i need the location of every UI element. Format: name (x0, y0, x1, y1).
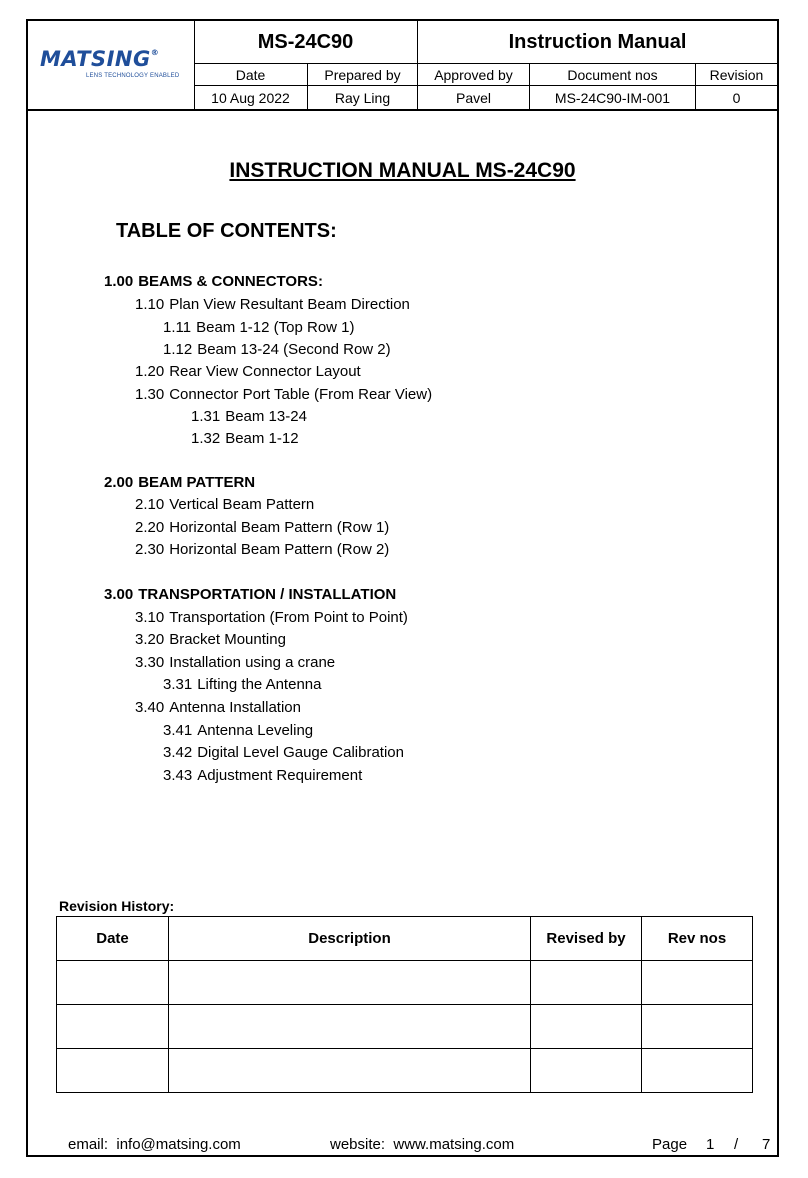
footer-website (330, 1136, 514, 1153)
email-address: info@matsing.com (116, 1136, 241, 1153)
value-revision: 0 (732, 89, 741, 106)
table-cell (642, 1005, 753, 1049)
label-approved-by: Approved by (418, 64, 530, 86)
column-header-date: Date (57, 917, 169, 961)
matsing-logo: MATSING® LENS TECHNOLOGY ENABLED (40, 47, 180, 79)
label-revision: Revision (696, 64, 777, 86)
website-label: website: (330, 1136, 386, 1153)
table-cell (57, 961, 169, 1005)
footer-page-total: 7 (762, 1136, 771, 1153)
revision-history-label: Revision History: (59, 898, 175, 914)
table-header-row (57, 917, 753, 961)
table-cell (169, 1005, 531, 1049)
website-url: www.matsing.com (393, 1136, 515, 1153)
value-date: 10 Aug 2022 (194, 86, 308, 109)
column-header-description: Description (169, 917, 531, 961)
toc-entry: 1.30 Connector Port Table (From Rear View) (135, 386, 433, 403)
logo-cell (28, 21, 195, 109)
table-cell (57, 1049, 169, 1093)
toc-heading: TABLE OF CONTENTS: (116, 220, 337, 242)
table-cell (169, 961, 531, 1005)
label-date: Date (194, 64, 308, 86)
toc-entry: 3.10 Transportation (From Point to Point) (135, 609, 408, 626)
logo-wordmark: MATSING (40, 47, 151, 71)
revision-history-table (56, 916, 753, 1093)
value-document-nos: MS-24C90-IM-001 (530, 86, 696, 109)
value-prepared-by: Ray Ling (308, 86, 418, 109)
toc-entry: 2.20 Horizontal Beam Pattern (Row 1) (135, 519, 390, 536)
column-header-revised-by: Revised by (531, 917, 642, 961)
toc-entry: 2.10 Vertical Beam Pattern (135, 496, 315, 513)
toc-entry: 3.30 Installation using a crane (135, 654, 336, 671)
toc-entry: 3.40 Antenna Installation (135, 699, 301, 716)
footer-page-separator: / (734, 1136, 739, 1153)
toc-entry: 1.11 Beam 1-12 (Top Row 1) (163, 319, 355, 336)
label-document-nos: Document nos (530, 64, 696, 86)
toc-entry: 1.10 Plan View Resultant Beam Direction (135, 296, 410, 313)
toc-entry: 3.31 Lifting the Antenna (163, 676, 322, 693)
toc-entry: 3.43 Adjustment Requirement (163, 767, 363, 784)
table-cell (642, 1049, 753, 1093)
document-header (28, 21, 777, 111)
column-header-rev-nos: Rev nos (642, 917, 753, 961)
table-row (57, 1049, 753, 1093)
table-cell (169, 1049, 531, 1093)
table-cell (57, 1005, 169, 1049)
document-page (26, 19, 779, 1157)
document-type: Instruction Manual (418, 21, 777, 64)
toc-entry: 2.30 Horizontal Beam Pattern (Row 2) (135, 541, 390, 558)
toc-entry: 1.12 Beam 13-24 (Second Row 2) (163, 341, 391, 358)
toc-entry: 3.20 Bracket Mounting (135, 631, 286, 648)
email-label: email: (68, 1136, 109, 1153)
toc-entry: 2.00 BEAM PATTERN (104, 474, 256, 491)
toc-entry: 1.20 Rear View Connector Layout (135, 363, 361, 380)
logo-tagline: LENS TECHNOLOGY ENABLED (86, 73, 180, 79)
footer-page-label: Page (652, 1136, 688, 1153)
toc-entry: 1.32 Beam 1-12 (191, 430, 299, 447)
value-approved-by: Pavel (418, 86, 530, 109)
table-cell (531, 1005, 642, 1049)
toc-entry: 1.00 BEAMS & CONNECTORS: (104, 273, 323, 290)
table-cell (531, 1049, 642, 1093)
toc-entry: 1.31 Beam 13-24 (191, 408, 307, 425)
table-row (57, 961, 753, 1005)
toc-entry: 3.00 TRANSPORTATION / INSTALLATION (104, 586, 397, 603)
footer-page-number: 1 (706, 1136, 715, 1153)
table-cell (531, 961, 642, 1005)
table-cell (642, 961, 753, 1005)
table-row (57, 1005, 753, 1049)
model-number: MS-24C90 (194, 21, 418, 64)
footer-email (68, 1136, 241, 1153)
label-prepared-by: Prepared by (308, 64, 418, 86)
toc-entry: 3.41 Antenna Leveling (163, 722, 314, 739)
document-title: INSTRUCTION MANUAL MS-24C90 (229, 159, 576, 182)
toc-entry: 3.42 Digital Level Gauge Calibration (163, 744, 404, 761)
